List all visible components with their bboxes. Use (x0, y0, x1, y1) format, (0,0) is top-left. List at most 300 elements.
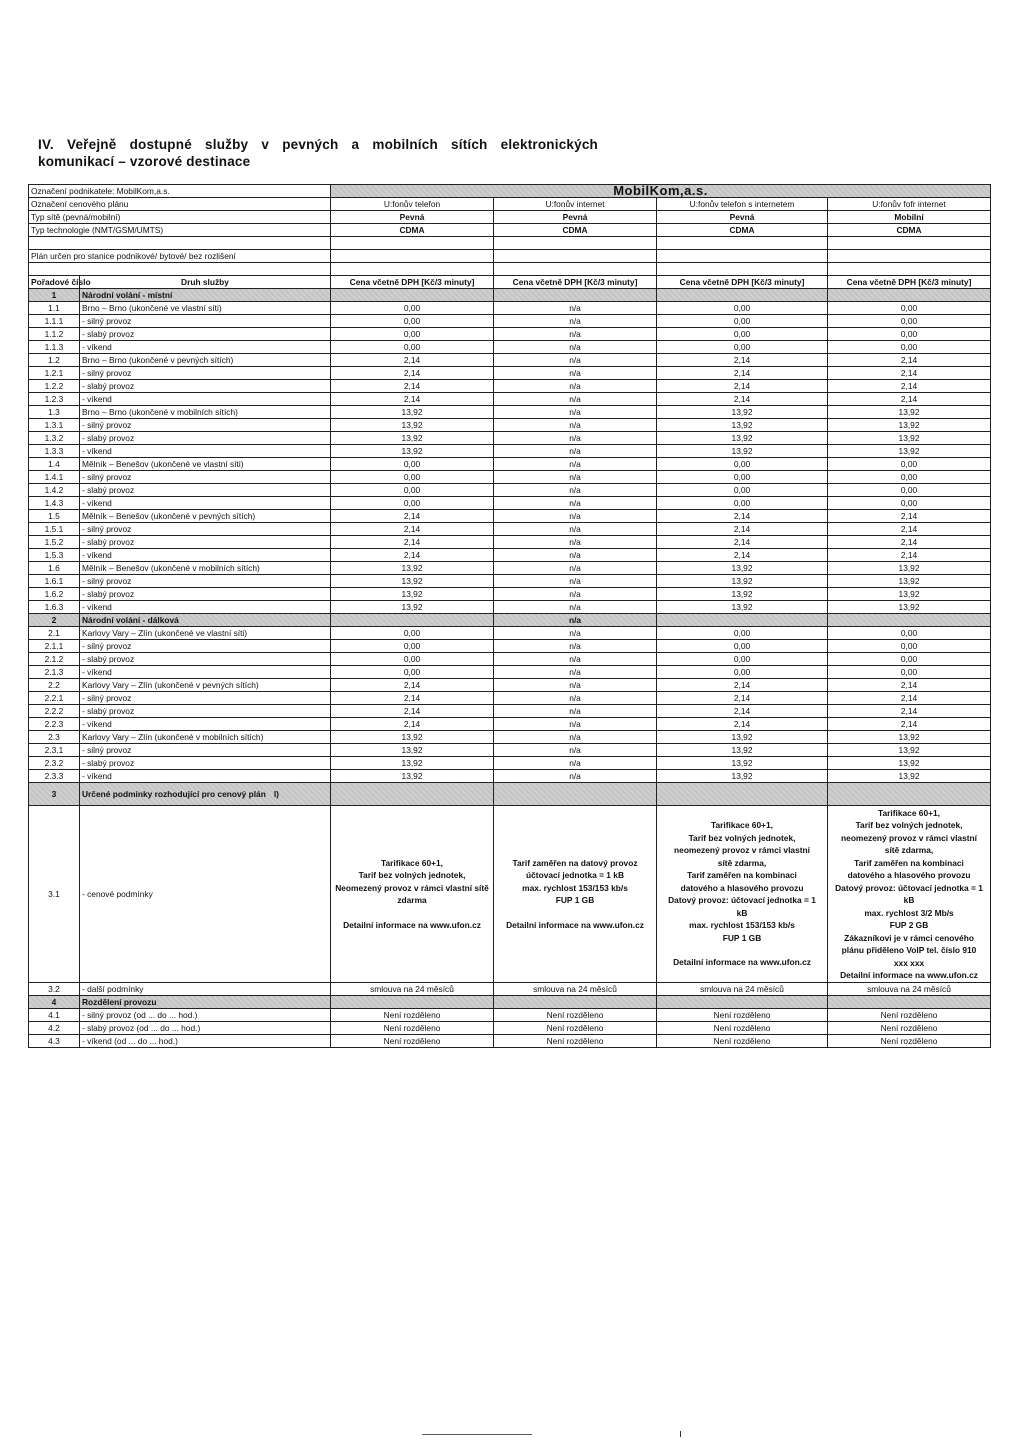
heading-word: elektronických (500, 137, 598, 152)
section-note: n/a (494, 614, 657, 627)
row-number: 1.1.1 (29, 315, 80, 328)
price-cell: 2,14 (828, 692, 991, 705)
price-cell: 13,92 (657, 406, 828, 419)
plan-name-1: U:fonův telefon (331, 198, 494, 211)
price-cell: 0,00 (828, 341, 991, 354)
table-row (29, 679, 991, 692)
price-cell: Není rozděleno (828, 1035, 991, 1048)
row-number: 1.6.2 (29, 588, 80, 601)
condition-line: Datový provoz: účtovací jednotka = 1 (835, 882, 983, 893)
condition-line: sítě zdarma, (717, 857, 767, 868)
row-number: 1.5.2 (29, 536, 80, 549)
price-cell: n/a (494, 536, 657, 549)
price-cell: 0,00 (331, 471, 494, 484)
price-cell: 2,14 (331, 679, 494, 692)
condition-line: FUP 1 GB (722, 932, 762, 943)
price-cell: 13,92 (331, 432, 494, 445)
row-number: 3.1 (29, 806, 80, 983)
price-cell: n/a (494, 757, 657, 770)
price-cell: n/a (494, 471, 657, 484)
price-cell: Není rozděleno (331, 1009, 494, 1022)
table-row (29, 471, 991, 484)
plan-name-4: U:fonův fofr internet (828, 198, 991, 211)
service-label: Mělník – Benešov (ukončené ve vlastní síti) (80, 458, 331, 471)
table-row (29, 666, 991, 679)
condition-line: sítě zdarma, (884, 845, 934, 855)
price-cell: 13,92 (828, 406, 991, 419)
service-label: - silný provoz (80, 367, 331, 380)
conditions-cell-2 (494, 806, 657, 983)
section-fill (331, 783, 494, 806)
condition-line: Tarif bez volných jednotek, (358, 870, 466, 881)
row-number: 1.6.1 (29, 575, 80, 588)
row-number: 3.2 (29, 983, 80, 996)
price-cell: 13,92 (657, 419, 828, 432)
table-row (29, 692, 991, 705)
price-cell: Není rozděleno (828, 1009, 991, 1022)
row-number: 1.4.3 (29, 497, 80, 510)
condition-line: zdarma (397, 895, 427, 906)
table-row (29, 1022, 991, 1035)
condition-line (659, 944, 825, 956)
spacer-row (29, 263, 991, 276)
row-number: 1.5 (29, 510, 80, 523)
operator-label: Označení podnikatele: MobilKom,a.s. (29, 185, 331, 198)
condition-line: Tarif zaměřen na kombinaci (854, 857, 964, 868)
plan-name-2: U:fonův internet (494, 198, 657, 211)
table-row (29, 705, 991, 718)
price-cell: 13,92 (657, 562, 828, 575)
section-title: Národní volání - dálková (80, 614, 331, 627)
service-label: Brno – Brno (ukončené ve vlastní síti) (80, 302, 331, 315)
price-cell: 2,14 (828, 510, 991, 523)
price-cell: n/a (494, 406, 657, 419)
table-row (29, 484, 991, 497)
table-row (29, 497, 991, 510)
price-cell: 2,14 (331, 705, 494, 718)
price-header-2: Cena včetně DPH [Kč/3 minuty] (494, 276, 657, 289)
plan-name-row (29, 198, 991, 211)
row-number: 1.5.1 (29, 523, 80, 536)
price-cell: n/a (494, 458, 657, 471)
price-cell: 13,92 (657, 757, 828, 770)
price-cell: 13,92 (828, 419, 991, 432)
price-cell: Není rozděleno (331, 1035, 494, 1048)
technology-2: CDMA (494, 224, 657, 237)
network-type-1: Pevná (331, 211, 494, 224)
condition-line: max. rychlost 153/153 kb/s (689, 920, 795, 931)
plan-scope-row (29, 250, 991, 263)
price-cell: 2,14 (657, 692, 828, 705)
heading-word: v (261, 137, 270, 152)
price-cell: n/a (494, 484, 657, 497)
price-cell: smlouva na 24 měsíců (331, 983, 494, 996)
table-row (29, 328, 991, 341)
price-cell: 2,14 (331, 692, 494, 705)
section-fill (828, 289, 991, 302)
price-cell: n/a (494, 653, 657, 666)
price-cell: n/a (494, 731, 657, 744)
network-type-3: Pevná (657, 211, 828, 224)
row-number: 1.2.3 (29, 393, 80, 406)
price-cell: 2,14 (657, 549, 828, 562)
service-label: - víkend (80, 497, 331, 510)
price-cell: n/a (494, 380, 657, 393)
conditions-cell-1 (331, 806, 494, 983)
table-row (29, 406, 991, 419)
price-cell: 0,00 (828, 484, 991, 497)
price-cell: 13,92 (331, 770, 494, 783)
condition-line: Detailní informace na www.ufon.cz (673, 957, 811, 968)
row-number: 2.2.3 (29, 718, 80, 731)
price-cell: 0,00 (331, 497, 494, 510)
price-cell: 2,14 (828, 679, 991, 692)
row-number: 2.1.3 (29, 666, 80, 679)
table-row (29, 562, 991, 575)
section-fill (331, 996, 494, 1009)
price-cell: n/a (494, 549, 657, 562)
service-label: - silný provoz (80, 419, 331, 432)
condition-line: max. rychlost 3/2 Mb/s (864, 907, 954, 918)
condition-line: plánu přiděleno VoIP tel. číslo 910 (841, 945, 977, 955)
table-row (29, 731, 991, 744)
footer-scan-line (422, 1434, 532, 1435)
service-label: Karlovy Vary – Zlín (ukončené v pevných sítích) (80, 679, 331, 692)
price-cell: 0,00 (828, 458, 991, 471)
technology-4: CDMA (828, 224, 991, 237)
row-number: 2.1.2 (29, 653, 80, 666)
section-fill (331, 614, 494, 627)
price-cell: n/a (494, 367, 657, 380)
row-number: 1.3.3 (29, 445, 80, 458)
price-cell: n/a (494, 393, 657, 406)
price-cell: n/a (494, 354, 657, 367)
order-number-header: Pořadové číslo (29, 276, 80, 289)
section-header-row (29, 783, 991, 806)
column-header-row (29, 276, 991, 289)
condition-line (333, 907, 491, 919)
conditions-cell-4 (828, 806, 991, 983)
price-cell: 0,00 (828, 328, 991, 341)
condition-line: FUP 2 GB (889, 920, 929, 930)
price-cell: 13,92 (657, 731, 828, 744)
price-cell: 2,14 (657, 354, 828, 367)
service-label: Mělník – Benešov (ukončené v mobilních sítích) (80, 562, 331, 575)
row-number: 1.3.2 (29, 432, 80, 445)
price-cell: 2,14 (657, 393, 828, 406)
section-number: 2 (29, 614, 80, 627)
price-cell: 0,00 (828, 497, 991, 510)
condition-line: kB (736, 907, 748, 918)
condition-line: kB (903, 895, 915, 905)
row-number: 2.3.2 (29, 757, 80, 770)
price-cell: 13,92 (828, 731, 991, 744)
row-number: 1.3.1 (29, 419, 80, 432)
row-number: 1.6 (29, 562, 80, 575)
table-row (29, 757, 991, 770)
service-label: - silný provoz (80, 692, 331, 705)
price-cell: 0,00 (657, 497, 828, 510)
price-cell: 0,00 (331, 458, 494, 471)
condition-line: Tarifikace 60+1, (381, 857, 444, 868)
price-cell: 13,92 (331, 406, 494, 419)
row-number: 1.4.2 (29, 484, 80, 497)
condition-line: Tarif bez volných jednotek, (688, 832, 796, 843)
price-cell: 2,14 (828, 354, 991, 367)
price-cell: 0,00 (331, 315, 494, 328)
price-cell: 0,00 (828, 627, 991, 640)
price-cell: n/a (494, 744, 657, 757)
section-note (494, 289, 657, 302)
table-row (29, 523, 991, 536)
price-cell: n/a (494, 705, 657, 718)
price-cell: 0,00 (828, 471, 991, 484)
service-label: - silný provoz (80, 640, 331, 653)
service-label: Mělník – Benešov (ukončené v pevných sítích) (80, 510, 331, 523)
service-label: - silný provoz (80, 315, 331, 328)
price-cell: Není rozděleno (494, 1022, 657, 1035)
row-number: 4.2 (29, 1022, 80, 1035)
price-cell: 2,14 (331, 523, 494, 536)
service-label: - silný provoz (80, 575, 331, 588)
document-heading (38, 136, 598, 170)
service-label: - silný provoz (80, 523, 331, 536)
row-number: 2.2.2 (29, 705, 80, 718)
price-cell: 2,14 (828, 380, 991, 393)
service-label: - slabý provoz (80, 484, 331, 497)
price-cell: 0,00 (828, 666, 991, 679)
price-cell: 0,00 (657, 458, 828, 471)
service-label: - víkend (80, 601, 331, 614)
row-number: 1.1.3 (29, 341, 80, 354)
price-cell: 2,14 (331, 510, 494, 523)
price-cell: 0,00 (331, 484, 494, 497)
price-cell: 2,14 (657, 510, 828, 523)
price-cell: 2,14 (828, 549, 991, 562)
price-cell: 13,92 (331, 575, 494, 588)
price-cell: 2,14 (657, 380, 828, 393)
technology-1: CDMA (331, 224, 494, 237)
heading-word: a (351, 137, 360, 152)
row-number: 1.1 (29, 302, 80, 315)
row-number: 1.4.1 (29, 471, 80, 484)
service-label: - další podmínky (80, 983, 331, 996)
price-cell: 2,14 (828, 367, 991, 380)
price-cell: 2,14 (828, 393, 991, 406)
service-label: - víkend (80, 445, 331, 458)
service-label: - slabý provoz (80, 432, 331, 445)
condition-line: Detailní informace na www.ufon.cz (506, 919, 644, 930)
price-cell: 2,14 (657, 718, 828, 731)
price-cell: 0,00 (657, 328, 828, 341)
table-row (29, 601, 991, 614)
price-cell: n/a (494, 510, 657, 523)
service-label: - slabý provoz (80, 757, 331, 770)
price-cell: 13,92 (657, 601, 828, 614)
row-number: 2.3.1 (29, 744, 80, 757)
service-label: - slabý provoz (80, 705, 331, 718)
price-cell: 2,14 (331, 380, 494, 393)
price-cell: n/a (494, 419, 657, 432)
section-header-row (29, 614, 991, 627)
network-type-2: Pevná (494, 211, 657, 224)
section-fill (494, 996, 657, 1009)
row-number: 2.1 (29, 627, 80, 640)
service-label: - víkend (80, 718, 331, 731)
condition-line (496, 907, 654, 919)
price-cell: n/a (494, 679, 657, 692)
price-cell: 2,14 (828, 705, 991, 718)
table-row (29, 458, 991, 471)
section-title: Rozdělení provozu (80, 996, 331, 1009)
plan-name-label: Označení cenového plánu (29, 198, 331, 211)
price-cell: 2,14 (331, 354, 494, 367)
table-row (29, 419, 991, 432)
service-label: Brno – Brno (ukončené v pevných sítích) (80, 354, 331, 367)
price-cell: 13,92 (657, 744, 828, 757)
network-type-row (29, 211, 991, 224)
footer-scan-mark (680, 1431, 681, 1437)
condition-line: FUP 1 GB (555, 895, 595, 906)
price-cell: Není rozděleno (657, 1009, 828, 1022)
section-header-row (29, 996, 991, 1009)
price-cell: n/a (494, 601, 657, 614)
price-cell: n/a (494, 302, 657, 315)
row-number: 4.3 (29, 1035, 80, 1048)
table-row (29, 354, 991, 367)
heading-word: Veřejně (67, 137, 117, 152)
row-number: 1.3 (29, 406, 80, 419)
service-label: - silný provoz (80, 744, 331, 757)
price-cell: smlouva na 24 měsíců (828, 983, 991, 996)
price-cell: 13,92 (331, 601, 494, 614)
plan-name-3: U:fonův telefon s internetem (657, 198, 828, 211)
operator-banner: MobilKom,a.s. (331, 185, 991, 198)
service-label: - víkend (od ... do ... hod.) (80, 1035, 331, 1048)
price-cell: 13,92 (657, 432, 828, 445)
price-cell: 0,00 (657, 302, 828, 315)
price-cell: Není rozděleno (657, 1022, 828, 1035)
technology-label: Typ technologie (NMT/GSM/UMTS) (29, 224, 331, 237)
price-cell: n/a (494, 770, 657, 783)
heading-word: sítích (451, 137, 488, 152)
table-row (29, 983, 991, 996)
price-cell: 2,14 (331, 549, 494, 562)
price-cell: 13,92 (828, 432, 991, 445)
price-cell: n/a (494, 640, 657, 653)
price-cell: 2,14 (331, 367, 494, 380)
service-label: Karlovy Vary – Zlín (ukončené ve vlastní síti) (80, 627, 331, 640)
price-cell: 0,00 (657, 341, 828, 354)
table-row (29, 588, 991, 601)
price-cell: 2,14 (657, 679, 828, 692)
row-number: 2.1.1 (29, 640, 80, 653)
price-cell: 13,92 (828, 562, 991, 575)
condition-line: účtovací jednotka = 1 kB (526, 870, 624, 881)
price-cell: Není rozděleno (657, 1035, 828, 1048)
conditions-cell-3 (657, 806, 828, 983)
price-cell: 13,92 (828, 770, 991, 783)
price-header-3: Cena včetně DPH [Kč/3 minuty] (657, 276, 828, 289)
condition-line: neomezený provoz v rámci vlastní (841, 832, 977, 843)
price-cell: 2,14 (331, 718, 494, 731)
technology-3: CDMA (657, 224, 828, 237)
table-row (29, 770, 991, 783)
network-type-4: Mobilní (828, 211, 991, 224)
price-cell: 0,00 (657, 666, 828, 679)
service-label: - víkend (80, 549, 331, 562)
price-cell: n/a (494, 432, 657, 445)
price-cell: 0,00 (331, 328, 494, 341)
section-fill (657, 783, 828, 806)
heading-line-1 (38, 136, 598, 153)
network-type-label: Typ sítě (pevná/mobilní) (29, 211, 331, 224)
condition-line: Tarif zaměřen na datový provoz (512, 857, 638, 868)
price-cell: n/a (494, 718, 657, 731)
service-type-header: Druh služby (80, 276, 331, 289)
price-cell: 0,00 (331, 666, 494, 679)
price-cell: n/a (494, 692, 657, 705)
price-cell: 2,14 (331, 393, 494, 406)
price-cell: 13,92 (828, 601, 991, 614)
price-cell: n/a (494, 562, 657, 575)
price-cell: 0,00 (331, 640, 494, 653)
section-fill (828, 783, 991, 806)
row-number: 2.2.1 (29, 692, 80, 705)
price-cell: Není rozděleno (331, 1022, 494, 1035)
condition-line: Tarif zaměřen na kombinaci (687, 870, 797, 881)
price-cell: 0,00 (657, 315, 828, 328)
section-title (80, 783, 331, 806)
table-row (29, 575, 991, 588)
price-cell: 0,00 (657, 484, 828, 497)
section-number: 4 (29, 996, 80, 1009)
price-cell: 0,00 (657, 627, 828, 640)
price-cell: 0,00 (657, 653, 828, 666)
price-cell: 13,92 (657, 770, 828, 783)
heading-word: služby (205, 137, 249, 152)
row-number: 1.5.3 (29, 549, 80, 562)
price-cell: Není rozděleno (494, 1009, 657, 1022)
table-row (29, 744, 991, 757)
condition-line: Tarif bez volných jednotek, (855, 820, 963, 830)
section-title-text: Určené podmínky rozhodující pro cenový plán (82, 789, 266, 799)
price-cell: smlouva na 24 měsíců (494, 983, 657, 996)
price-cell: 0,00 (828, 640, 991, 653)
service-label: - víkend (80, 666, 331, 679)
section-fill (657, 614, 828, 627)
table-row (29, 653, 991, 666)
section-header-row (29, 289, 991, 302)
spacer-row (29, 237, 991, 250)
table-row (29, 302, 991, 315)
price-cell: 2,14 (331, 536, 494, 549)
section-title: Národní volání - místní (80, 289, 331, 302)
table-row (29, 640, 991, 653)
footnote-marker: I) (273, 789, 279, 799)
price-cell: 0,00 (828, 302, 991, 315)
section-fill (494, 783, 657, 806)
price-cell: 2,14 (828, 536, 991, 549)
table-row (29, 393, 991, 406)
table-row (29, 1009, 991, 1022)
price-cell: 0,00 (828, 315, 991, 328)
service-label: - silný provoz (80, 471, 331, 484)
price-cell: 0,00 (331, 653, 494, 666)
plan-scope-label: Plán určen pro stanice podnikové/ bytové/ bez rozlišení (29, 250, 331, 263)
price-cell: 0,00 (657, 640, 828, 653)
section-fill (828, 614, 991, 627)
